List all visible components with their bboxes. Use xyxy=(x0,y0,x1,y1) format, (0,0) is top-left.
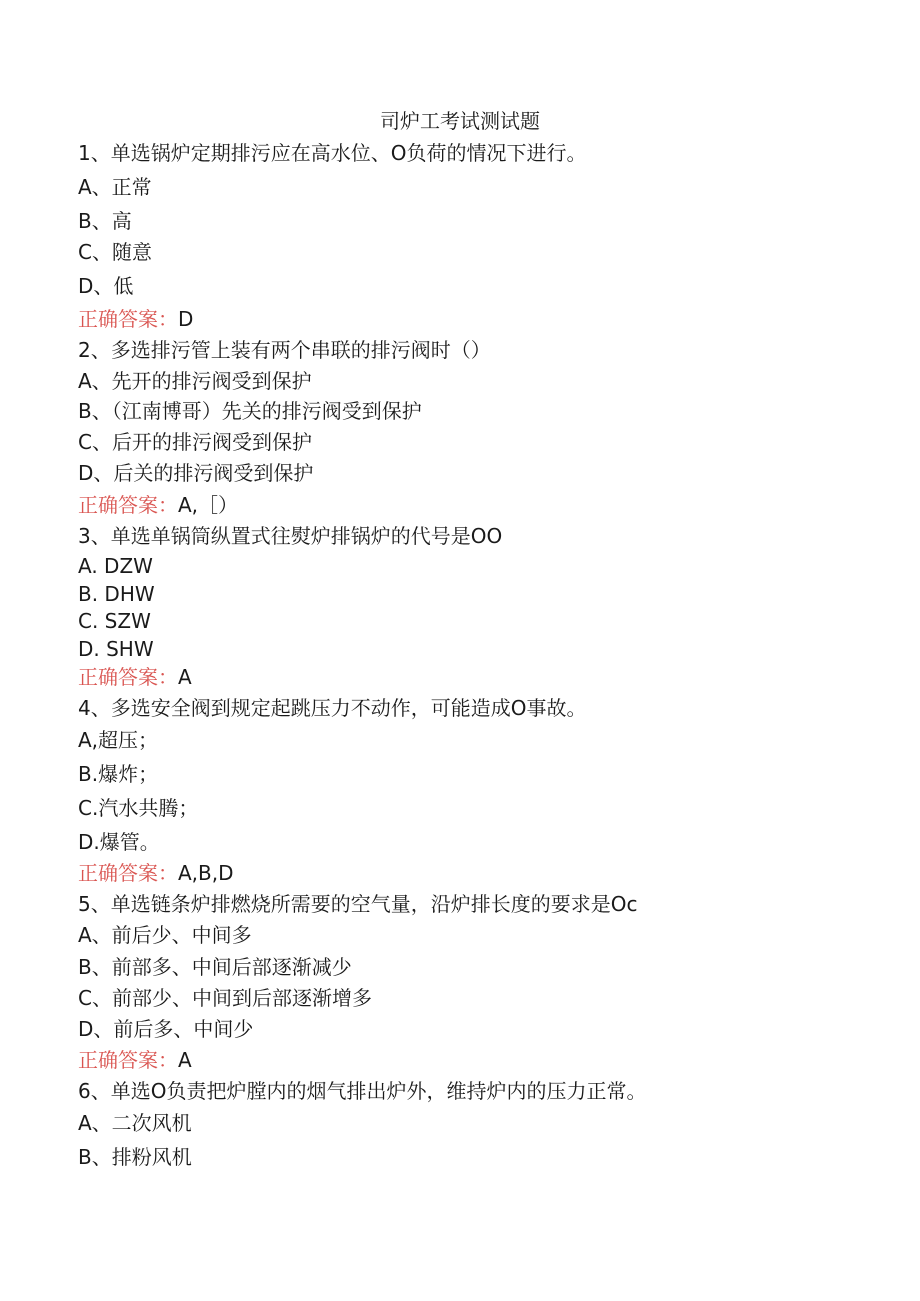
answer-label: 正确答案： xyxy=(78,493,178,517)
answer-value: A xyxy=(178,1048,192,1072)
option: B、高 xyxy=(78,209,132,233)
option: A、二次风机 xyxy=(78,1111,192,1135)
option: C、前部少、中间到后部逐渐增多 xyxy=(78,986,372,1010)
option: A,超压； xyxy=(78,728,159,752)
answer-value: A xyxy=(178,665,192,689)
answer-line xyxy=(78,664,192,690)
answer-value: D xyxy=(178,307,194,331)
option: C.汽水共腾； xyxy=(78,796,199,820)
option: D. SHW xyxy=(78,637,154,661)
option: A、正常 xyxy=(78,175,152,199)
answer-line xyxy=(78,492,238,518)
question-stem: 4、多选安全阀到规定起跳压力不动作，可能造成O事故。 xyxy=(78,696,587,720)
option: B.爆炸； xyxy=(78,762,159,786)
option: B、（江南博哥）先关的排污阀受到保护 xyxy=(78,399,422,423)
question-stem: 3、单选单锅筒纵置式往熨炉排锅炉的代号是OO xyxy=(78,524,503,548)
question-stem: 2、多选排污管上装有两个串联的排污阀时（） xyxy=(78,338,491,362)
option: C、随意 xyxy=(78,240,152,264)
question-stem: 6、单选O负责把炉膛内的烟气排出炉外，维持炉内的压力正常。 xyxy=(78,1079,647,1103)
answer-label: 正确答案： xyxy=(78,861,178,885)
answer-line xyxy=(78,1047,192,1073)
answer-value: A,［） xyxy=(178,493,239,517)
option: D、后关的排污阀受到保护 xyxy=(78,461,314,485)
option: A、先开的排污阀受到保护 xyxy=(78,369,312,393)
page-title: 司炉工考试测试题 xyxy=(380,109,540,133)
option: D、前后多、中间少 xyxy=(78,1017,254,1041)
option: C、后开的排污阀受到保护 xyxy=(78,430,312,454)
answer-label: 正确答案： xyxy=(78,1048,178,1072)
option: B、前部多、中间后部逐渐减少 xyxy=(78,955,352,979)
option: A、前后少、中间多 xyxy=(78,923,252,947)
option: D.爆管。 xyxy=(78,830,160,854)
question-stem: 5、单选链条炉排燃烧所需要的空气量，沿炉排长度的要求是Oc xyxy=(78,892,638,916)
option: B. DHW xyxy=(78,582,155,606)
question-stem: 1、单选锅炉定期排污应在高水位、O负荷的情况下进行。 xyxy=(78,141,587,165)
answer-line xyxy=(78,860,234,886)
option: A. DZW xyxy=(78,554,153,578)
option: B、排粉风机 xyxy=(78,1145,192,1169)
option: C. SZW xyxy=(78,609,151,633)
option: D、低 xyxy=(78,274,134,298)
answer-value: A,B,D xyxy=(178,861,234,885)
answer-line xyxy=(78,306,193,332)
answer-label: 正确答案： xyxy=(78,307,178,331)
answer-label: 正确答案： xyxy=(78,665,178,689)
